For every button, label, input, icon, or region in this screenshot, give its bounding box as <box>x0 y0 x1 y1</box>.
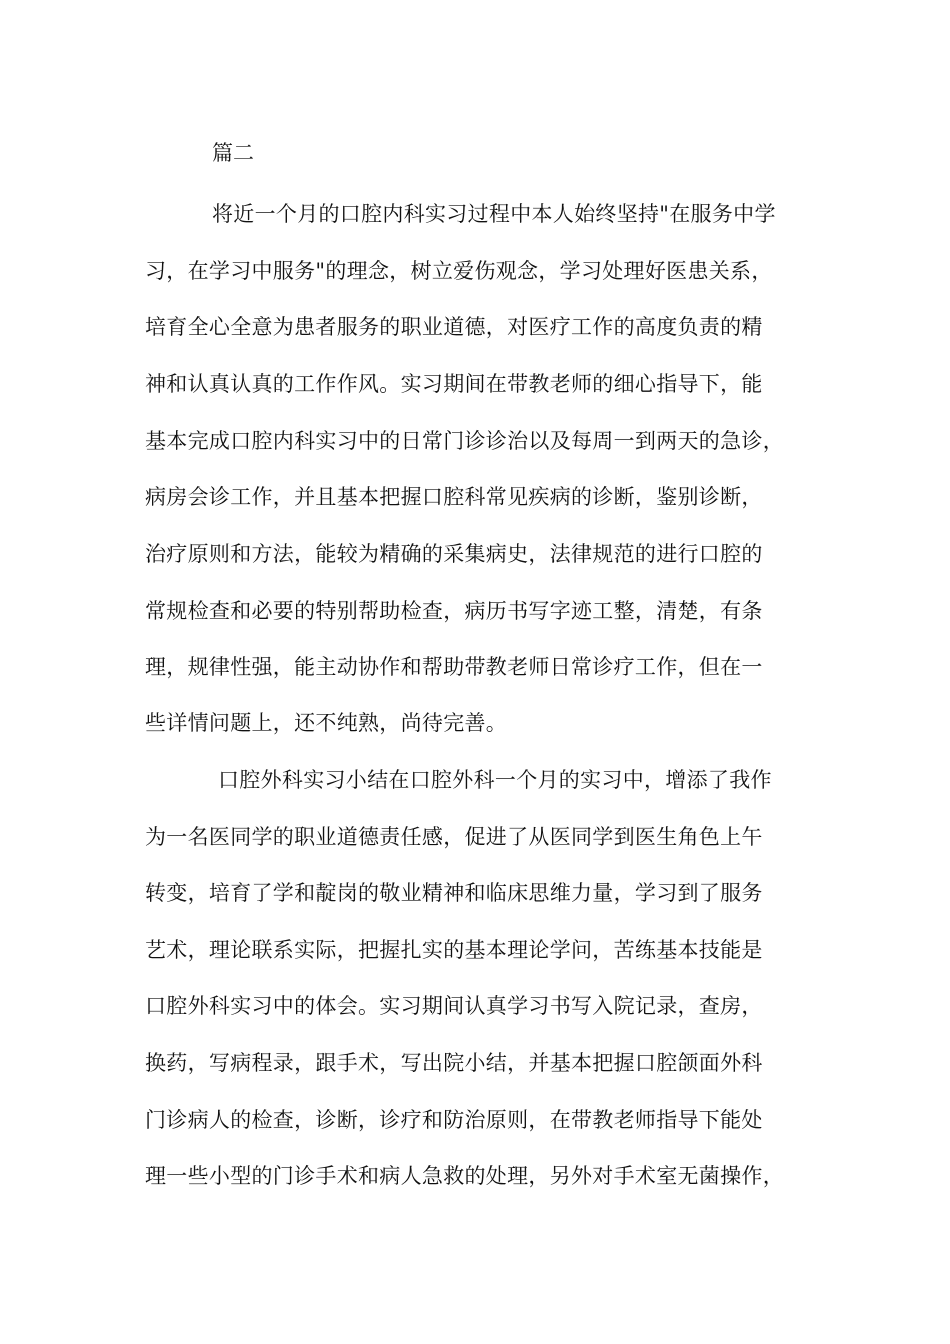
paragraph-1-line: 理，规律性强，能主动协作和帮助带教老师日常诊疗工作，但在一 <box>145 655 763 679</box>
section-heading: 篇二 <box>212 141 254 165</box>
paragraph-2-line: 理一些小型的门诊手术和病人急救的处理，另外对手术室无菌操作， <box>145 1164 784 1188</box>
paragraph-2-line: 为一名医同学的职业道德责任感，促进了从医同学到医生角色上午 <box>145 825 763 849</box>
paragraph-2-line: 口腔外科实习中的体会。实习期间认真学习书写入院记录，查房， <box>145 994 763 1018</box>
paragraph-1-line: 些详情问题上，还不纯熟，尚待完善。 <box>145 711 508 735</box>
paragraph-2-line: 口腔外科实习小结在口腔外科一个月的实习中，增添了我作 <box>218 768 772 792</box>
paragraph-2-line: 换药，写病程录，跟手术，写出院小结，并基本把握口腔颌面外科 <box>145 1051 763 1075</box>
paragraph-1-line: 治疗原则和方法，能较为精确的采集病史，法律规范的进行口腔的 <box>145 542 763 566</box>
paragraph-1-line: 常规检查和必要的特别帮助检查，病历书写字迹工整，清楚，有条 <box>145 599 763 623</box>
paragraph-1-line: 培育全心全意为患者服务的职业道德，对医疗工作的高度负责的精 <box>145 315 763 339</box>
paragraph-1-line: 病房会诊工作，并且基本把握口腔科常见疾病的诊断，鉴别诊断， <box>145 485 763 509</box>
paragraph-1-line: 基本完成口腔内科实习中的日常门诊诊治以及每周一到两天的急诊， <box>145 429 784 453</box>
paragraph-1-line: 将近一个月的口腔内科实习过程中本人始终坚持"在服务中学 <box>212 202 776 226</box>
paragraph-2-line: 艺术，理论联系实际，把握扎实的基本理论学问，苦练基本技能是 <box>145 938 763 962</box>
paragraph-2-line: 门诊病人的检查，诊断，诊疗和防治原则，在带教老师指导下能处 <box>145 1108 763 1132</box>
paragraph-1-line: 神和认真认真的工作作风。实习期间在带教老师的细心指导下，能 <box>145 372 763 396</box>
paragraph-1-line: 习，在学习中服务"的理念，树立爱伤观念，学习处理好医患关系， <box>145 259 773 283</box>
paragraph-2-line: 转变，培育了学和靛岗的敬业精神和临床思维力量，学习到了服务 <box>145 881 763 905</box>
